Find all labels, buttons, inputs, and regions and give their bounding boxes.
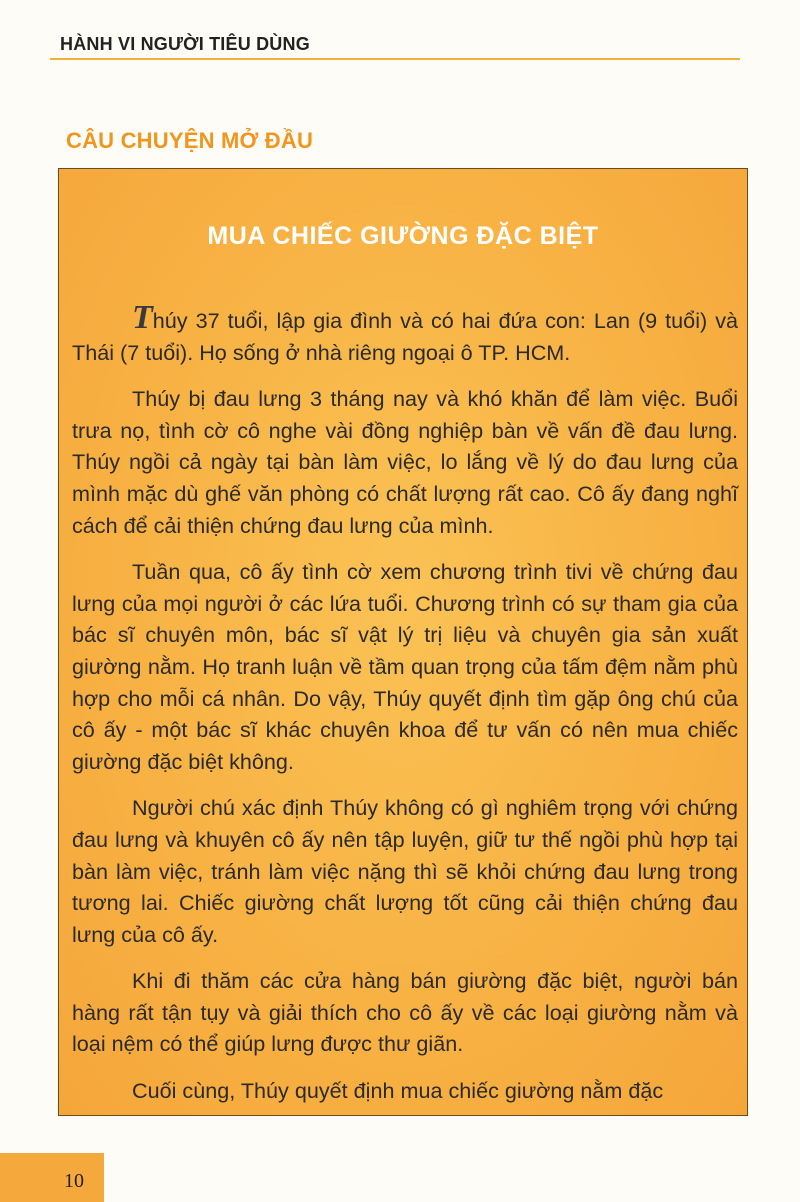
- drop-cap: T: [132, 299, 153, 336]
- section-title: CÂU CHUYỆN MỞ ĐẦU: [66, 128, 314, 153]
- story-paragraph-5: Khi đi thăm các cửa hàng bán giường đặc biệt, người bán hàng rất tận tụy và giải thích cho cô ấy về các loại giường nằm và loại nệm có thể giúp lưng được thư giãn.: [72, 968, 738, 1057]
- page-number: 10: [64, 1170, 84, 1192]
- story-paragraph-4: Người chú xác định Thúy không có gì nghiêm trọng với chứng đau lưng và khuyên cô ấy nên tập luyện, giữ tư thế ngồi phù hợp tại bàn làm việc, tránh làm việc nặng thì sẽ khỏi chứng đau lưng trong tương lai. Chiếc giường chất lượng tốt cũng cải thiện chứng đau lưng của cô ấy.: [72, 795, 738, 947]
- story-box: [58, 168, 748, 1116]
- story-title: MUA CHIẾC GIƯỜNG ĐẶC BIỆT: [207, 222, 599, 250]
- story-paragraph-2: Thúy bị đau lưng 3 tháng nay và khó khăn để làm việc. Buổi trưa nọ, tình cờ cô nghe vài đồng nghiệp bàn về vấn đề đau lưng. Thúy ngồi cả ngày tại bàn làm việc, lo lắng về lý do đau lưng của mình mặc dù ghế văn phòng có chất lượng rất cao. Cô ấy đang nghĩ cách để cải thiện chứng đau lưng của mình.: [72, 386, 738, 538]
- story-paragraph-6: Cuối cùng, Thúy quyết định mua chiếc giường nằm đặc: [132, 1078, 664, 1104]
- story-paragraph-1-text: húy 37 tuổi, lập gia đình và có hai đứa con: Lan (9 tuổi) và Thái (7 tuổi). Họ sống ở nhà riêng ngoại ô TP. HCM.: [72, 308, 738, 365]
- story-body: [72, 299, 738, 1116]
- header-rule: [50, 58, 740, 60]
- story-paragraph-3: Tuần qua, cô ấy tình cờ xem chương trình tivi về chứng đau lưng của mọi người ở các lứa tuổi. Chương trình có sự tham gia của bác sĩ chuyên môn, bác sĩ vật lý trị liệu và chuyên gia sản xuất giường nằm. Họ tranh luận về tầm quan trọng của tấm đệm nằm phù hợp cho mỗi cá nhân. Do vậy, Thúy quyết định tìm gặp ông chú của cô ấy - một bác sĩ khác chuyên khoa để tư vấn có nên mua chiếc giường đặc biệt không.: [72, 559, 738, 774]
- page-number-tab: [0, 1153, 104, 1202]
- story-paragraph-1: [72, 299, 738, 368]
- running-head: HÀNH VI NGƯỜI TIÊU DÙNG: [60, 34, 310, 54]
